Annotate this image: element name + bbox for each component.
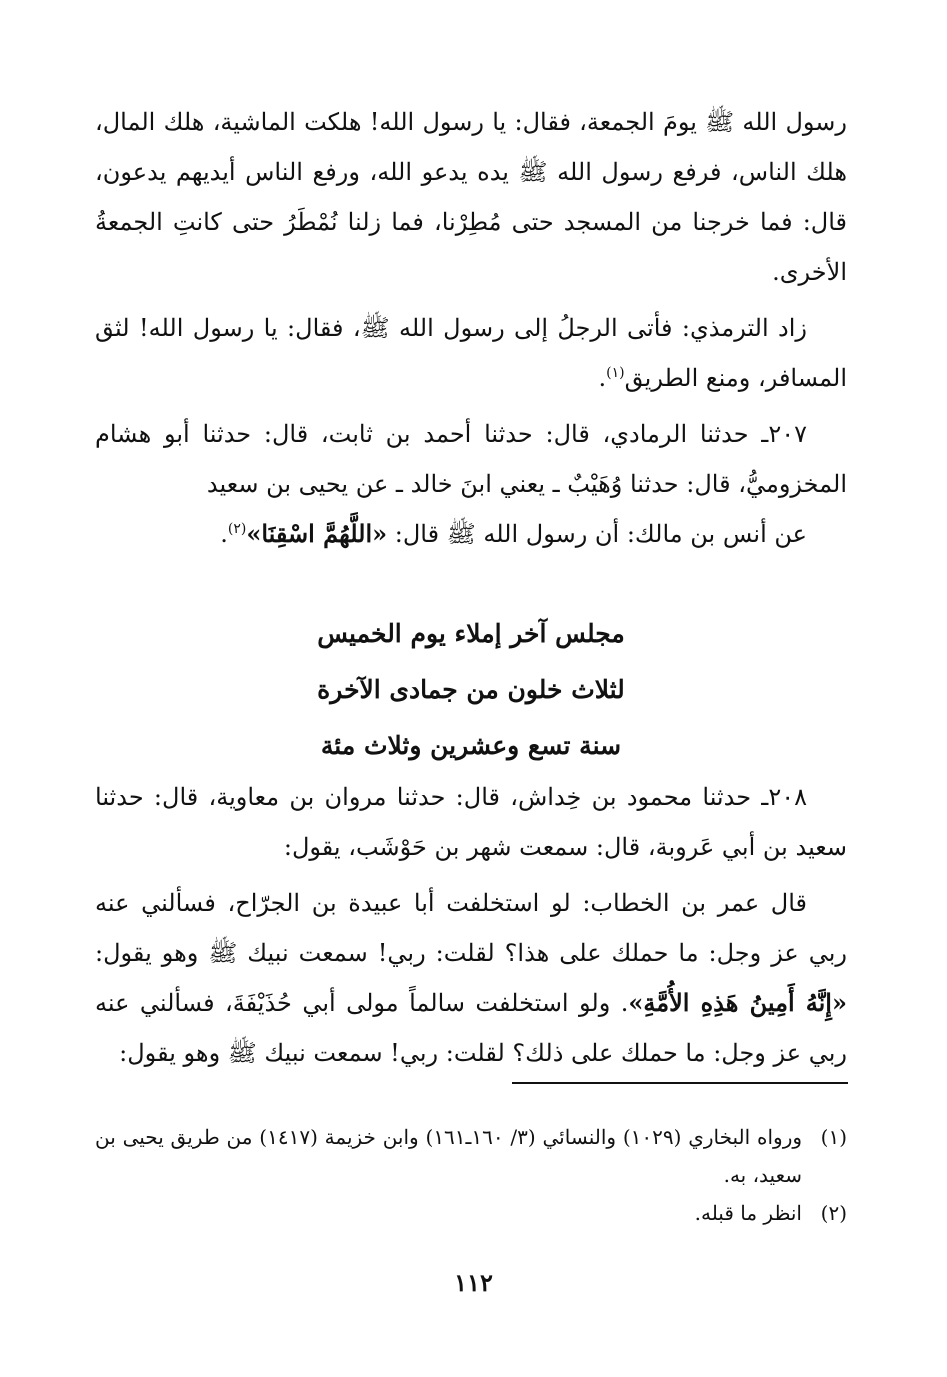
footnote-mark-2: (٢)	[820, 1201, 847, 1225]
paragraph-hadith-207: ٢٠٧ـ حدثنا الرمادي، قال: حدثنا أحمد بن ثابت، قال: حدثنا أبو هشام المخزوميُّ، قال: حدثنا وُهَيْبٌ ـ يعني ابنَ خالد ـ عن يحيى بن سعيد	[95, 420, 847, 498]
footnote-text-1: ورواه البخاري (١٠٢٩) والنسائي (٣/ ١٦٠ـ١٦١) وابن خزيمة (١٤١٧) من طريق يحيى بن سعيد، به.	[95, 1125, 803, 1187]
paragraph-tirmidhi-addition	[95, 303, 847, 403]
umar-text-b: . ولو استخلفت سالماً مولى أبي حُذَيْفَةَ، فسألني عنه ربي عز وجل: ما حملك على ذلك؟ لقلت: ربي! سمعت نبيك ﷺ وهو يقول:	[95, 989, 847, 1067]
session-heading	[95, 606, 847, 774]
tirmidhi-text: زاد الترمذي: فأتى الرجلُ إلى رسول الله ﷺ، فقال: يا رسول الله! لثق المسافر، ومنع الطريق	[95, 314, 847, 392]
period: .	[220, 520, 228, 548]
main-text-bottom	[95, 772, 847, 1078]
paragraph-rain-hadith: رسول الله ﷺ يومَ الجمعة، فقال: يا رسول الله! هلكت الماشية، هلك المال، هلك الناس، فرفع رسول الله ﷺ يده يدعو الله، ورفع الناس أيديهم يدعون، قال: فما خرجنا من المسجد حتى مُطِرْنا، فما زلنا نُمْطَرُ حتى كانتِ الجمعةُ الأخرى.	[95, 108, 847, 286]
anas-text: عن أنس بن مالك: أن رسول الله ﷺ قال:	[387, 520, 807, 548]
heading-line-1: مجلس آخر إملاء يوم الخميس	[317, 619, 625, 648]
footnote-separator	[512, 1082, 848, 1084]
prophetic-quote-rain: «اللَّهُمَّ اسْقِنَا»	[246, 519, 388, 548]
footnotes	[95, 1118, 847, 1232]
heading-line-2: لثلاث خلون من جمادى الآخرة	[317, 675, 625, 704]
prophetic-quote-amin: «إِنَّهُ أَمِينُ هَذِهِ الأُمَّةِ»	[628, 988, 847, 1017]
paragraph-hadith-208: ٢٠٨ـ حدثنا محمود بن خِداش، قال: حدثنا مروان بن معاوية، قال: حدثنا سعيد بن أبي عَروبة، قال: سمعت شهر بن حَوْشَب، يقول:	[95, 783, 847, 861]
heading-line-3: سنة تسع وعشرين وثلاث مئة	[320, 731, 622, 760]
main-text-top	[95, 97, 847, 559]
footnote-ref-2: (٢)	[227, 521, 247, 537]
footnote-2	[95, 1194, 847, 1232]
paragraph-umar	[95, 878, 847, 1078]
period: .	[598, 364, 607, 392]
footnote-text-2: انظر ما قبله.	[694, 1201, 802, 1225]
footnote-ref-1: (١)	[606, 365, 625, 381]
footnote-mark-1: (١)	[820, 1125, 847, 1149]
footnote-1	[95, 1118, 847, 1194]
paragraph-anas	[95, 509, 847, 559]
page-number: ١١٢	[454, 1268, 493, 1297]
umar-text-a: قال عمر بن الخطاب: لو استخلفت أبا عبيدة بن الجرّاح، فسألني عنه ربي عز وجل: ما حملك على هذا؟ لقلت: ربي! سمعت نبيك ﷺ وهو يقول:	[95, 889, 847, 967]
